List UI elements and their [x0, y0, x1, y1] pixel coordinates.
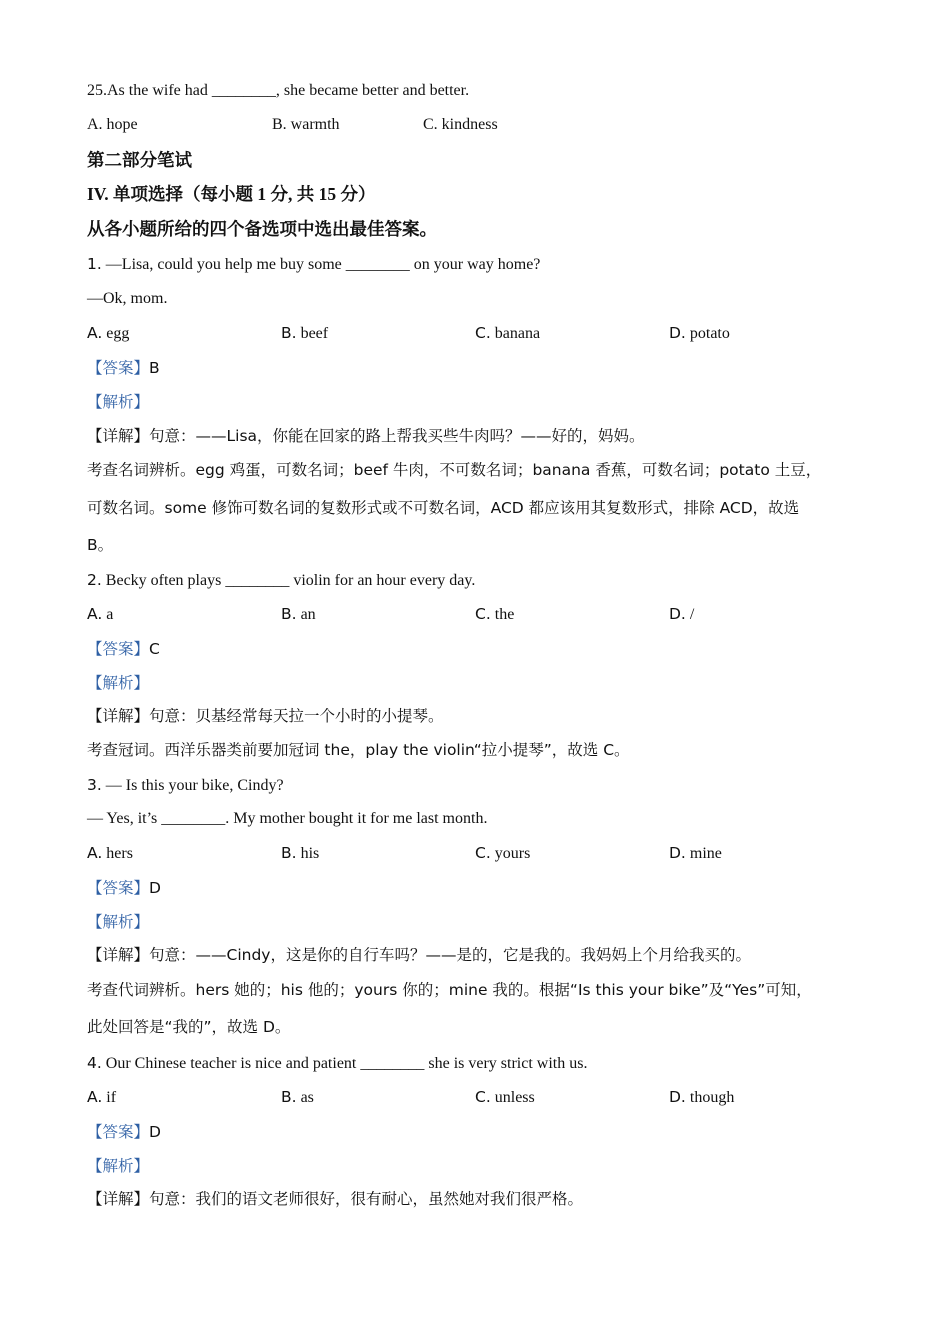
answer-tag: 【答案】	[87, 359, 150, 377]
question-text: Becky often plays ________ violin for an hour every day.	[101, 572, 476, 589]
option-letter: A.	[87, 605, 103, 623]
question-2-detail: 【详解】句意：贝基经常每天拉一个小时的小提琴。	[87, 707, 444, 725]
option-letter: C.	[475, 844, 491, 862]
section-title: 第二部分笔试	[87, 150, 192, 170]
question-4-option-b	[281, 1087, 314, 1108]
question-1-option-c	[475, 323, 540, 344]
question-2-option-b	[281, 604, 316, 625]
question-1-option-a	[87, 323, 129, 344]
question-4-option-c	[475, 1087, 535, 1108]
question-4-option-a	[87, 1087, 116, 1108]
option-text: the	[490, 606, 515, 623]
option-letter: B.	[281, 324, 297, 342]
option-letter: B.	[281, 605, 297, 623]
option-text: egg	[102, 325, 130, 342]
question-1-answer	[87, 358, 160, 378]
question-1-detail: 可数名词。some 修饰可数名词的复数形式或不可数名词，ACD 都应该用其复数形式，排除 ACD，故选	[87, 499, 800, 517]
question-number: 1.	[87, 255, 102, 273]
answer-tag: 【答案】	[87, 1123, 150, 1141]
option-text: if	[102, 1089, 117, 1106]
option-letter: D.	[669, 605, 686, 623]
option-letter: C.	[475, 605, 491, 623]
option-text: as	[296, 1089, 314, 1106]
question-2-option-a	[87, 604, 113, 625]
question-2-detail: 考查冠词。西洋乐器类前要加冠词 the，play the violin“拉小提琴”，故选 C。	[87, 741, 630, 759]
option-letter: A.	[87, 844, 103, 862]
question-2-option-c	[475, 604, 514, 625]
option-letter: A.	[87, 324, 103, 342]
option-text: hers	[102, 845, 133, 862]
option-letter: D.	[669, 324, 686, 342]
answer-value: D	[149, 879, 161, 897]
option-text: though	[685, 1089, 735, 1106]
option-letter: A.	[87, 1088, 103, 1106]
option-text: /	[685, 606, 695, 623]
question-25-option-b: B. warmth	[272, 116, 340, 133]
question-3-reply: — Yes, it’s ________. My mother bought it for me last month.	[87, 810, 488, 827]
option-text: unless	[490, 1089, 535, 1106]
question-1-detail: 【详解】句意：——Lisa，你能在回家的路上帮我买些牛肉吗？——好的，妈妈。	[87, 427, 645, 445]
question-1-option-d	[669, 323, 730, 344]
answer-tag: 【答案】	[87, 879, 150, 897]
question-3-option-c	[475, 843, 530, 864]
question-2-analysis-tag: 【解析】	[87, 674, 150, 692]
option-text: yours	[490, 845, 531, 862]
option-text: potato	[685, 325, 730, 342]
question-number: 3.	[87, 776, 102, 794]
question-2-option-d	[669, 604, 694, 625]
option-letter: B.	[281, 1088, 297, 1106]
question-3-option-b	[281, 843, 319, 864]
question-4-answer	[87, 1122, 161, 1142]
question-2-answer	[87, 639, 160, 659]
option-letter: B.	[281, 844, 297, 862]
answer-value: D	[149, 1123, 161, 1141]
part-title: IV. 单项选择（每小题 1 分, 共 15 分）	[87, 184, 376, 204]
question-3-detail: 此处回答是“我的”，故选 D。	[87, 1018, 291, 1036]
option-letter: C.	[475, 1088, 491, 1106]
question-3-analysis-tag: 【解析】	[87, 913, 150, 931]
question-25-stem: 25.As the wife had ________, she became better and better.	[87, 82, 470, 99]
question-3-option-d	[669, 843, 722, 864]
option-text: banana	[490, 325, 541, 342]
instruction: 从各小题所给的四个备选项中选出最佳答案。	[87, 219, 437, 239]
question-3-answer	[87, 878, 161, 898]
question-1-stem	[87, 254, 540, 275]
option-text: his	[296, 845, 320, 862]
option-text: beef	[296, 325, 329, 342]
answer-tag: 【答案】	[87, 640, 150, 658]
question-1-detail: B。	[87, 536, 114, 554]
question-25-option-c: C. kindness	[423, 116, 498, 133]
question-text: Our Chinese teacher is nice and patient ________ she is very strict with us.	[101, 1055, 588, 1072]
question-4-stem	[87, 1053, 587, 1074]
option-letter: D.	[669, 844, 686, 862]
question-2-stem	[87, 570, 475, 591]
question-text: —Lisa, could you help me buy some ________ on your way home?	[101, 256, 541, 273]
answer-value: C	[149, 640, 160, 658]
option-letter: C.	[475, 324, 491, 342]
question-1-reply: —Ok, mom.	[87, 290, 168, 307]
question-1-detail: 考查名词辨析。egg 鸡蛋，可数名词；beef 牛肉，不可数名词；banana 香蕉，可数名词；potato 土豆，	[87, 461, 822, 479]
option-text: an	[296, 606, 316, 623]
question-3-detail: 考查代词辨析。hers 她的；his 他的；yours 你的；mine 我的。根据“Is this your bike”及“Yes”可知，	[87, 981, 812, 999]
option-letter: D.	[669, 1088, 686, 1106]
option-text: mine	[685, 845, 722, 862]
question-3-option-a	[87, 843, 133, 864]
question-4-detail: 【详解】句意：我们的语文老师很好，很有耐心，虽然她对我们很严格。	[87, 1190, 584, 1208]
answer-value: B	[149, 359, 160, 377]
question-1-option-b	[281, 323, 328, 344]
question-3-detail: 【详解】句意：——Cindy，这是你的自行车吗？——是的，它是我的。我妈妈上个月给我买的。	[87, 946, 751, 964]
question-1-analysis-tag: 【解析】	[87, 393, 150, 411]
question-number: 4.	[87, 1054, 102, 1072]
question-4-option-d	[669, 1087, 734, 1108]
question-3-stem	[87, 775, 284, 796]
question-4-analysis-tag: 【解析】	[87, 1157, 150, 1175]
question-25-option-a: A. hope	[87, 116, 138, 133]
option-text: a	[102, 606, 114, 623]
question-number: 2.	[87, 571, 102, 589]
question-text: — Is this your bike, Cindy?	[101, 777, 284, 794]
